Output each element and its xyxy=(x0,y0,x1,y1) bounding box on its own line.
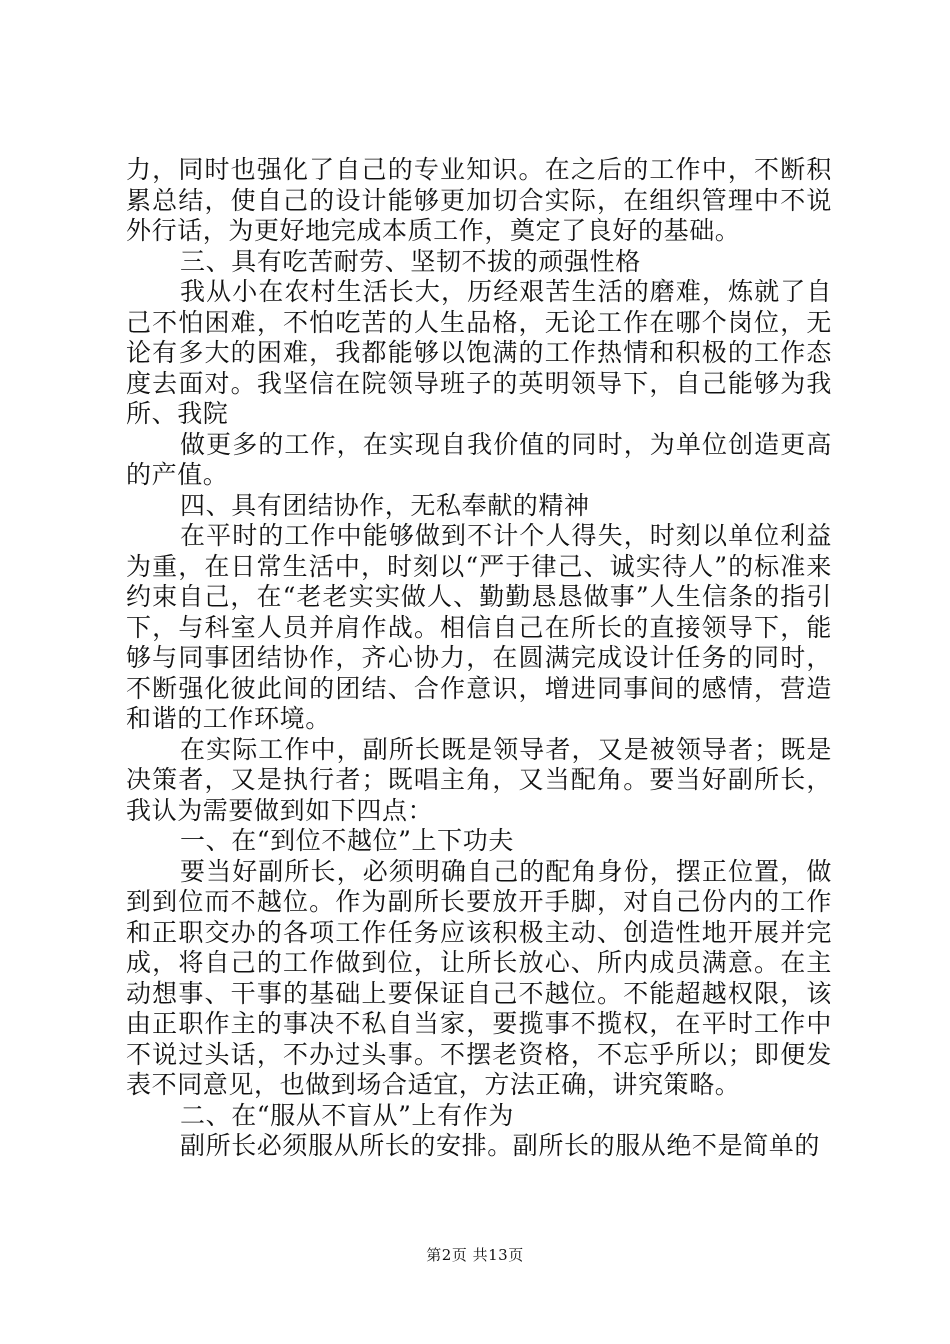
section-heading: 三、具有吃苦耐劳、坚韧不拔的顽强性格 xyxy=(180,246,641,276)
paragraph: 在实际工作中，副所长既是领导者，又是被领导者；既是决策者，又是执行者；既唱主角，又当配角。要当好副所长，我认为需要做到如下四点： xyxy=(126,734,832,825)
section-heading: 四、具有团结协作，无私奉献的精神 xyxy=(180,490,590,520)
page-number: 第2页 共13页 xyxy=(426,1246,524,1264)
section-heading: 一、在“到位不越位”上下功夫 xyxy=(180,826,514,855)
paragraph: 在平时的工作中能够做到不计个人得失，时刻以单位利益为重，在日常生活中，时刻以“严于律己、诚实待人”的标准来约束自己，在“老老实实做人、勤勤恳恳做事”人生信条的指引下，与科室人员并肩作战。相信自己在所长的直接领导下，能够与同事团结协作，齐心协力，在圆满完成设计任务的同时，不断强化彼此间的团结、合作意识，增进同事间的感情，营造和谐的工作环境。 xyxy=(126,521,832,733)
section-heading: 二、在“服从不盲从”上有作为 xyxy=(180,1100,514,1130)
paragraph: 力，同时也强化了自己的专业知识。在之后的工作中，不断积累总结，使自己的设计能够更加切合实际，在组织管理中不说外行话，为更好地完成本质工作，奠定了良好的基础。 xyxy=(126,155,832,245)
paragraph: 要当好副所长，必须明确自己的配角身份，摆正位置，做到到位而不越位。作为副所长要放开手脚，对自己份内的工作和正职交办的各项工作任务应该积极主动、创造性地开展并完成，将自己的工作做到位，让所长放心、所内成员满意。在主动想事、干事的基础上要保证自己不越位。不能超越权限，该由正职作主的事决不私自当家，要揽事不揽权，在平时工作中不说过头话，不办过头事。不摆老资格，不忘乎所以；即便发表不同意见，也做到场合适宜，方法正确，讲究策略。 xyxy=(126,856,832,1099)
paragraph: 副所长必须服从所长的安排。副所长的服从绝不是简单的 xyxy=(180,1131,821,1160)
document-body xyxy=(126,155,832,1162)
paragraph: 做更多的工作，在实现自我价值的同时，为单位创造更高的产值。 xyxy=(126,429,832,489)
paragraph: 我从小在农村生活长大，历经艰苦生活的磨难，炼就了自己不怕困难，不怕吃苦的人生品格，无论工作在哪个岗位，无论有多大的困难，我都能够以饱满的工作热情和积极的工作态度去面对。我坚信在院领导班子的英明领导下，自己能够为我所、我院 xyxy=(126,277,832,428)
